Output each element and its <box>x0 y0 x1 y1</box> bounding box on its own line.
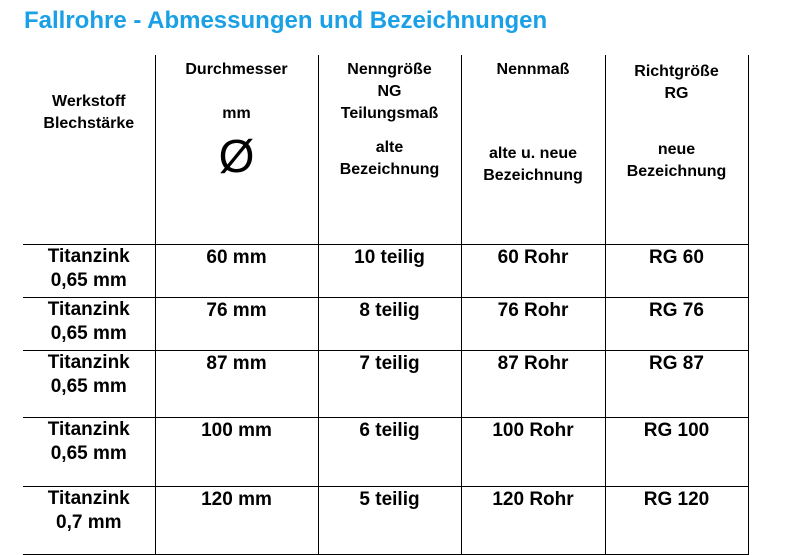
cell-durchmesser <box>155 245 318 298</box>
cell-nennmass <box>461 298 605 351</box>
header-werkstoff-line1: Werkstoff <box>52 93 126 110</box>
header-nenngroesse-line3: Teilungsmaß <box>340 105 439 122</box>
header-durchmesser <box>155 55 318 245</box>
header-werkstoff-line2: Blechstärke <box>43 115 135 132</box>
cell-nenngroesse <box>318 487 461 555</box>
header-nenngroesse-line2: NG <box>377 83 402 100</box>
cell-werkstoff <box>23 351 155 418</box>
cell-nennmass <box>461 245 605 298</box>
cell-nennmass <box>461 351 605 418</box>
cell-werkstoff <box>23 245 155 298</box>
cell-richtgroesse <box>605 298 748 351</box>
staerke-text: 0,65 mm <box>50 443 127 464</box>
cell-richtgroesse <box>605 245 748 298</box>
header-nennmass-line3: Bezeichnung <box>483 167 583 184</box>
cell-nenngroesse <box>318 418 461 487</box>
werkstoff-text: Titanzink <box>47 488 130 509</box>
cell-nenngroesse <box>318 298 461 351</box>
richtgroesse-value: RG 76 <box>649 300 704 321</box>
table-header-row <box>23 55 748 245</box>
cell-werkstoff <box>23 487 155 555</box>
header-werkstoff <box>23 55 155 245</box>
nenngroesse-value: 6 teilig <box>359 420 420 441</box>
cell-nenngroesse <box>318 351 461 418</box>
nenngroesse-value: 10 teilig <box>354 247 425 268</box>
header-nenngroesse-line5: Bezeichnung <box>339 161 440 178</box>
cell-nennmass <box>461 418 605 487</box>
cell-werkstoff <box>23 298 155 351</box>
table-row <box>23 298 748 351</box>
richtgroesse-value: RG 120 <box>643 489 710 510</box>
header-durchmesser-unit: mm <box>222 105 251 122</box>
header-richtgroesse-line4: Bezeichnung <box>626 163 727 180</box>
page-title: Fallrohre - Abmessungen und Bezeichnungen <box>24 7 548 34</box>
header-durchmesser-label: Durchmesser <box>185 61 288 78</box>
cell-durchmesser <box>155 418 318 487</box>
header-richtgroesse-line3: neue <box>657 141 696 158</box>
staerke-text: 0,65 mm <box>50 323 127 344</box>
staerke-text: 0,65 mm <box>50 376 127 397</box>
cell-richtgroesse <box>605 418 748 487</box>
nenngroesse-value: 8 teilig <box>359 300 420 321</box>
header-nenngroesse-line4: alte <box>375 139 404 156</box>
staerke-text: 0,7 mm <box>56 512 122 533</box>
cell-nenngroesse <box>318 245 461 298</box>
header-richtgroesse <box>605 55 748 245</box>
diameter-icon: Ø <box>218 130 255 182</box>
cell-richtgroesse <box>605 487 748 555</box>
durchmesser-value: 120 mm <box>201 489 272 510</box>
durchmesser-value: 100 mm <box>201 420 272 441</box>
table-row <box>23 418 748 487</box>
nenngroesse-value: 5 teilig <box>359 489 420 510</box>
werkstoff-text: Titanzink <box>47 352 130 373</box>
nennmass-value: 60 Rohr <box>497 247 569 268</box>
table-row <box>23 487 748 555</box>
header-richtgroesse-line2: RG <box>664 85 689 102</box>
header-nennmass-line1: Nennmaß <box>496 61 570 78</box>
cell-durchmesser <box>155 298 318 351</box>
durchmesser-value: 87 mm <box>206 353 267 374</box>
werkstoff-text: Titanzink <box>47 419 130 440</box>
cell-durchmesser <box>155 351 318 418</box>
table-row <box>23 245 748 298</box>
cell-richtgroesse <box>605 351 748 418</box>
nenngroesse-value: 7 teilig <box>359 353 420 374</box>
table-row <box>23 351 748 418</box>
header-nenngroesse <box>318 55 461 245</box>
header-nennmass-line2: alte u. neue <box>488 145 578 162</box>
dimensions-table <box>23 55 749 555</box>
header-nenngroesse-line1: Nenngröße <box>347 61 432 78</box>
staerke-text: 0,65 mm <box>50 270 127 291</box>
durchmesser-value: 76 mm <box>206 300 267 321</box>
nennmass-value: 100 Rohr <box>492 420 574 441</box>
werkstoff-text: Titanzink <box>47 246 130 267</box>
durchmesser-value: 60 mm <box>206 247 267 268</box>
nennmass-value: 120 Rohr <box>492 489 574 510</box>
cell-werkstoff <box>23 418 155 487</box>
header-nennmass <box>461 55 605 245</box>
cell-nennmass <box>461 487 605 555</box>
header-richtgroesse-line1: Richtgröße <box>634 63 719 80</box>
richtgroesse-value: RG 100 <box>643 420 710 441</box>
nennmass-value: 87 Rohr <box>497 353 569 374</box>
werkstoff-text: Titanzink <box>47 299 130 320</box>
nennmass-value: 76 Rohr <box>497 300 569 321</box>
richtgroesse-value: RG 60 <box>649 247 704 268</box>
richtgroesse-value: RG 87 <box>649 353 704 374</box>
cell-durchmesser <box>155 487 318 555</box>
